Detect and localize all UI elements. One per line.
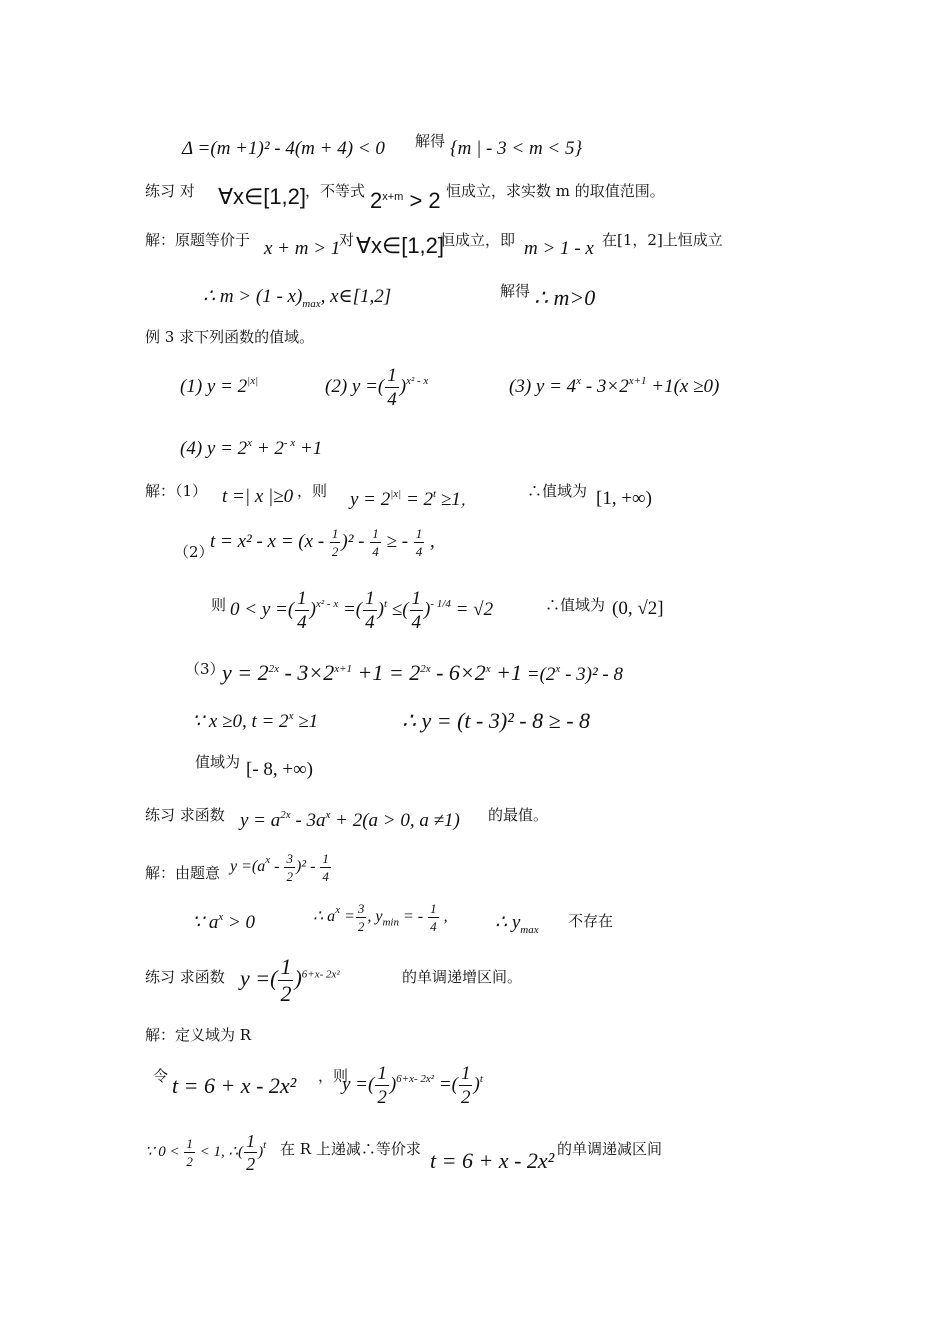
text-s1h: ≥1 [436, 489, 461, 510]
solution-3-1-label [145, 480, 207, 501]
solution-1-for [339, 229, 354, 250]
text-p2a: 解：由题意 [145, 864, 221, 882]
solution-3-1-range-label [527, 480, 587, 501]
text-s1k: [1, +∞) [596, 488, 652, 509]
text-f3b: - 3×2 [581, 376, 629, 397]
text-q3c: ，则 [318, 1067, 349, 1085]
text-s1d: y = 2 [350, 489, 391, 510]
text-f4s2: - x [283, 437, 296, 449]
text-s3d3: 4 [411, 612, 422, 633]
text-p3f: = - [398, 908, 428, 926]
text-l1c: {m | - 3 < m < 5} [450, 138, 583, 159]
text-f2d: 4 [387, 389, 397, 410]
text-q4n1: 1 [186, 1136, 193, 1151]
text-q1d: 2 [280, 981, 292, 1006]
text-p1c: - 3a [290, 810, 326, 831]
text-s1g: t [433, 488, 437, 500]
text-p2n2: 1 [322, 851, 329, 866]
text-s6a: 值域为 [195, 753, 241, 771]
text-p1a: 练习 求函数 [145, 806, 225, 824]
exercise-3-function [240, 956, 340, 1005]
text-s2f: , [425, 530, 435, 552]
text-q1n: 1 [280, 954, 292, 979]
solution-ex3-decreasing [280, 1138, 421, 1159]
text-l3d: ∀x∈[1,2] [356, 233, 445, 258]
text-p3n1: 3 [357, 901, 365, 916]
solution-ex2-cond [192, 911, 255, 934]
text-q3n2: 1 [460, 1063, 471, 1084]
text-s3d1: 4 [297, 612, 307, 633]
text-s4s3: 2x [420, 663, 431, 675]
text-q1c: ) [294, 965, 302, 991]
text-s3e: =( [338, 598, 363, 620]
text-l1a: Δ =(m +1)² - 4(m + 4) < 0 [182, 138, 385, 159]
text-s4a: （3） [185, 660, 225, 678]
exercise-3-question [402, 966, 522, 987]
text-q3d: y =( [342, 1073, 375, 1095]
solution-1-domain [356, 233, 444, 259]
text-s5a: ∵ x ≥0, t = 2 [192, 711, 289, 732]
solution-3-2-range-label [545, 594, 605, 615]
text-q3g: ) [473, 1073, 480, 1095]
text-l5: 例 3 求下列函数的值域。 [145, 328, 315, 346]
text-p1e: 的最值。 [488, 806, 549, 824]
text-s1e: |x| [390, 488, 402, 500]
text-p1b: y = a [240, 810, 281, 831]
text-q3d1: 2 [377, 1087, 387, 1108]
text-s3b: 0 < y =( [230, 598, 295, 620]
exercise-1-inequality [370, 188, 441, 214]
solution-ex2-max-text [568, 910, 613, 931]
text-s2e: ≥ - [381, 530, 413, 552]
text-s4d: +1 = 2 [352, 660, 421, 685]
text-f1s: |x| [247, 375, 259, 387]
text-s2n2: 1 [372, 526, 379, 541]
text-q3s1: 6+x- 2x² [396, 1072, 435, 1085]
text-s5s: x [288, 710, 294, 722]
text-s2d1: 2 [331, 544, 339, 559]
solution-ex3-t-expr [430, 1148, 554, 1174]
solution-ex2-min [313, 902, 448, 933]
solution-ex3-y [342, 1064, 483, 1107]
solution-ex3-t [172, 1073, 296, 1099]
solution-1-interval [602, 229, 723, 250]
text-s3n3: 1 [411, 588, 422, 609]
solution-3-1-then [297, 480, 327, 501]
text-p1s2: x [325, 809, 331, 821]
text-q4f: 的单调递减区间 [557, 1140, 663, 1158]
text-s3h: ) [424, 598, 431, 620]
text-l3b: x + m > 1 [264, 238, 341, 259]
text-l4c: , x∈[1,2] [320, 286, 392, 307]
text-q3b: t = 6 + x - 2x² [172, 1073, 297, 1098]
text-p3n2: 1 [430, 901, 437, 916]
function-4 [180, 437, 322, 460]
text-q1s: 6+x- 2x² [301, 968, 340, 981]
text-p2n1: 3 [286, 851, 293, 866]
solution-3-3-range [246, 759, 313, 781]
solution-1-intro [145, 229, 250, 250]
solution-3-1-range [596, 488, 652, 510]
example-3-title [145, 326, 314, 347]
solution-3-3-result [402, 708, 590, 734]
text-l4a: ∴ m > (1 - x) [203, 286, 303, 307]
text-f4b: + 2 [252, 438, 284, 459]
solution-1-equiv [440, 229, 515, 250]
text-s2c: )² - [341, 530, 370, 552]
text-p3sub2: max [520, 923, 539, 936]
text-s4h: - 3)² - 8 [560, 664, 623, 685]
text-p3g: , [439, 908, 448, 926]
text-p1s1: 2x [280, 809, 291, 821]
text-l3f: m > 1 - x [524, 238, 594, 259]
text-s3s3: - 1/4 [430, 597, 451, 610]
solution-3-2-y [230, 589, 493, 632]
text-s3k: (0, √2] [612, 598, 664, 619]
text-q3s2: t [479, 1072, 483, 1085]
solution-3-2-label [174, 541, 214, 562]
text-s3n1: 1 [297, 588, 307, 609]
text-l2d: 2 [370, 188, 383, 213]
text-l3e: 恒成立，即 [440, 231, 516, 249]
text-s3f: ) [377, 598, 384, 620]
text-p3s: x [218, 911, 224, 923]
solution-1-max [203, 285, 391, 310]
text-q4c: ) [258, 1143, 264, 1160]
text-s1c: ，则 [297, 482, 328, 500]
text-s1f: = 2 [401, 489, 434, 510]
text-s4s5: x [555, 663, 561, 675]
text-s3s2: t [383, 597, 388, 610]
text-l4b: max [302, 297, 321, 310]
text-f3: (3) y = 4 [509, 376, 577, 397]
text-s2n1: 1 [331, 526, 339, 541]
text-f4s1: x [247, 437, 253, 449]
solution-ex2-intro [145, 862, 220, 883]
text-s3s1: x² - x [315, 597, 339, 610]
text-l1b: 解得 [415, 132, 446, 150]
text-q4s: t [263, 1138, 267, 1151]
exercise-2-question [488, 804, 548, 825]
exercise-1-question [446, 180, 665, 201]
solution-ex3-let [153, 1065, 168, 1086]
text-s4f: +1 [490, 660, 523, 685]
exercise-1-text [305, 180, 365, 201]
text-q3n1: 1 [377, 1063, 387, 1084]
text-l3c: 对 [339, 231, 355, 249]
text-f1: (1) y = 2 [180, 376, 248, 397]
text-p2b: y =(a [230, 858, 266, 876]
solution-3-1-t [222, 486, 293, 508]
text-f3s1: x [576, 375, 582, 387]
solution-3-3-cond [192, 710, 318, 733]
solution-ex2-max [495, 911, 539, 936]
text-s4g: =(2 [522, 664, 556, 685]
text-p3a: ∵ a [192, 912, 219, 933]
exercise-2-label [145, 804, 225, 825]
text-q4e: t = 6 + x - 2x² [430, 1148, 555, 1173]
text-p3d: = [340, 908, 355, 926]
text-p1d: + 2(a > 0, a ≠1) [330, 810, 460, 831]
text-l3g: 在[1，2]上恒成立 [602, 231, 723, 249]
solution-3-3-range-label [195, 751, 240, 772]
text-f4c: +1 [295, 438, 323, 459]
text-s3a: 则 [211, 596, 227, 614]
text-q2: 解：定义域为 R [145, 1026, 252, 1044]
text-p3e: , y [367, 908, 383, 926]
solution-3-2-then [211, 594, 226, 615]
text-s1j: ∴值域为 [527, 482, 588, 500]
text-s3c: ) [309, 598, 316, 620]
function-1 [180, 375, 258, 398]
text-s4s1: 2x [268, 663, 280, 675]
solution-1-solve [500, 280, 530, 301]
text-s3g: ≤( [387, 598, 409, 620]
text-f3c: +1(x ≥0) [646, 376, 720, 397]
solution-3-2-range [612, 598, 664, 620]
text-s2b: t = x² - x = (x - [210, 530, 329, 552]
text-p2d2: 4 [322, 869, 329, 884]
text-p2e: )² - [295, 858, 320, 876]
text-f4: (4) y = 2 [180, 438, 248, 459]
text-p3d1: 2 [357, 919, 365, 934]
text-l2e: x+m [382, 191, 404, 203]
text-p3s2: x [335, 904, 341, 917]
text-p2d1: 2 [286, 869, 293, 884]
function-3 [509, 375, 719, 398]
solution-ex3-interval [557, 1138, 662, 1159]
solution-ex2-y [230, 852, 332, 883]
exercise-3-label [145, 966, 225, 987]
text-l2c: ，不等式 [305, 182, 366, 200]
text-s4s2: x+1 [334, 663, 352, 675]
text-s4b: y = 2 [222, 660, 269, 685]
text-s6b: [- 8, +∞) [246, 759, 313, 780]
text-s3i: = √2 [450, 598, 494, 620]
text-l2a: 练习 对 [145, 182, 195, 200]
text-f2: (2) y =( [325, 375, 385, 397]
text-q1a: 练习 求函数 [145, 968, 225, 986]
solution-1-result [534, 285, 595, 311]
text-q1b: y =( [240, 965, 278, 991]
text-q3e: ) [389, 1073, 397, 1095]
solution-3-3-y [222, 660, 623, 686]
text-q3f: =( [434, 1073, 458, 1095]
text-s1i: ， [460, 493, 476, 509]
text-s2a: （2） [174, 543, 214, 561]
text-s5c: ∴ y = (t - 3)² - 8 ≥ - 8 [402, 708, 591, 733]
text-q4n2: 1 [246, 1131, 256, 1151]
text-s4c: - 3×2 [279, 660, 335, 685]
text-s5b: ≥1 [293, 711, 319, 732]
solution-set [450, 138, 582, 160]
text-p3i: 不存在 [568, 912, 614, 930]
text-l2g: 恒成立，求实数 m 的取值范围。 [446, 182, 665, 200]
solution-3-2-t [210, 527, 435, 558]
text-f3s2: x+1 [628, 375, 647, 387]
text-l2b: ∀x∈[1,2] [218, 184, 307, 209]
text-l3a: 解：原题等价于 [145, 231, 251, 249]
solution-3-1-y [350, 488, 476, 511]
text-s4s4: x [485, 663, 491, 675]
text-l4e: ∴ m>0 [534, 285, 596, 310]
text-p2c: - [270, 858, 284, 876]
exercise-1-label [145, 180, 195, 201]
text-s3n2: 1 [365, 588, 375, 609]
text-s2d2: 4 [372, 544, 379, 559]
text-q3d2: 2 [460, 1087, 471, 1108]
text-s4e: - 6×2 [430, 660, 486, 685]
solution-3-3-label [185, 658, 225, 679]
text-q4d2: 2 [246, 1154, 256, 1174]
function-2 [325, 366, 428, 409]
text-l4d: 解得 [500, 282, 531, 300]
text-p3sub: min [382, 916, 399, 929]
solution-1-m-cond [524, 238, 594, 260]
solution-ex3-cond [145, 1132, 266, 1173]
text-q4d: 在 R 上递减∴等价求 [280, 1140, 421, 1158]
text-q4d1: 2 [186, 1154, 193, 1169]
text-p3h: ∴ y [495, 912, 521, 933]
text-f2s: x² - x [406, 374, 429, 387]
text-s3d2: 4 [365, 612, 375, 633]
text-l2f: > 2 [403, 188, 441, 213]
text-p3c: ∴ a [313, 908, 336, 926]
text-s2n3: 1 [415, 526, 423, 541]
text-q4b: < 1, ∴( [195, 1143, 244, 1160]
solve-label [415, 130, 445, 151]
text-s1a: 解：（1） [145, 482, 208, 500]
text-p2s: x [265, 854, 271, 867]
text-p3b: > 0 [223, 912, 256, 933]
exercise-2-function [240, 809, 460, 832]
text-q1e: 的单调递增区间。 [402, 968, 523, 986]
text-f2e: ) [399, 375, 407, 397]
text-s3j: ∴值域为 [545, 596, 606, 614]
solution-ex3-domain [145, 1024, 251, 1045]
text-q3a: 令 [153, 1067, 169, 1085]
exercise-1-domain [218, 184, 306, 210]
text-s2d3: 4 [415, 544, 423, 559]
solution-1-cond [264, 238, 340, 260]
text-q4a: ∵ 0 < [145, 1143, 184, 1160]
text-f2n: 1 [387, 365, 397, 386]
text-p3d2: 4 [430, 919, 437, 934]
delta-inequality [182, 138, 385, 160]
text-s1b: t =| x |≥0 [222, 486, 294, 507]
